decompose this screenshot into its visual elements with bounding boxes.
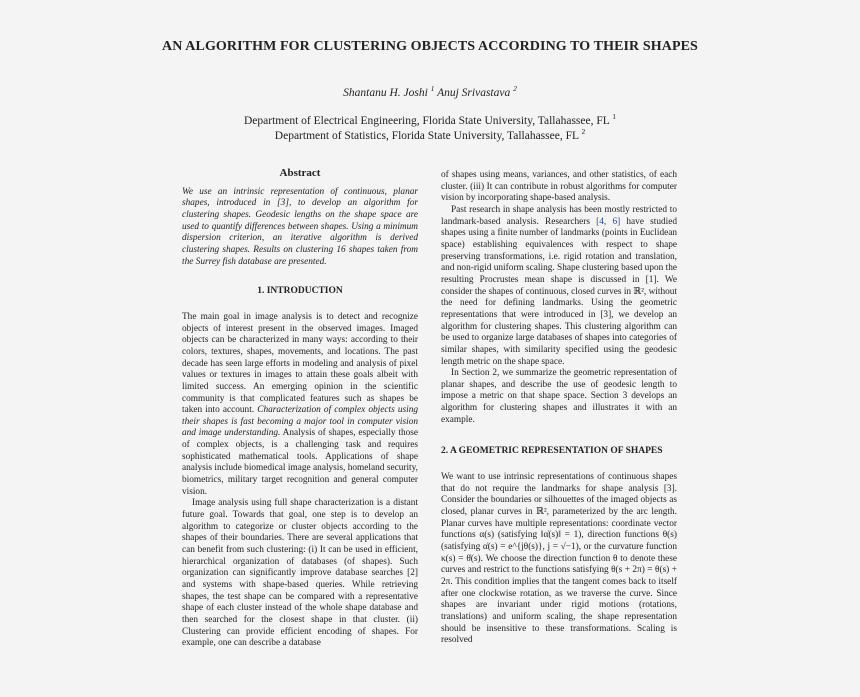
paragraph: The main goal in image analysis is to detect and recognize objects of interest present in the observed images. Imaged objects can be characterized in many ways: according to their colors, textures, shapes, movements, and locations. The past decade has seen large efforts in modeling and analysis of pixel values or textures in images to attain these goals albeit with limited success. An emerging opinion in the scientific community is that complicated features such as shapes be taken into account. Characterization of complex objects using their shapes is fast becoming a major tool in computer vision and image understanding. Analysis of shapes, especially those of complex objects, is a challenging task and requires sophisticated mathematical tools. Applications of shape analysis include biomedical image analysis, homeland security, biometrics, military target recognition and general computer vision. bbox=[182, 311, 419, 497]
left-column bbox=[182, 168, 418, 650]
paragraph: We want to use intrinsic representations of continuous shapes that do not require the landmarks for shape analysis [3]. Consider the boundaries or silhouettes of the imaged objects as closed, planar curves in ℝ², parameterized by the arc length. Planar curves have multiple representations: coordinate vector functions α(s) (satisfying ‖α̇(s)‖ = 1), direction functions θ(s) (satisfying α̇(s) = e^{jθ(s)}, j = √−1), or the curvature function κ(s) = θ̇(s). We choose the direction function θ to denote these curves and restrict to the functions satisfying θ(s + 2π) = θ(s) + 2π. This condition implies that the tangent comes back to itself after one clockwise rotation, as we traverse the curve. Since shapes are invariant under rigid motions (rotations, translations) and uniform scaling, the shape representation should be insensitive to these transformations. Scaling is resolved bbox=[441, 472, 677, 646]
paragraph: of shapes using means, variances, and other statistics, of each cluster. (iii) It can contribute in robust algorithms for computer vision by incorporating shape-based analysis. bbox=[441, 170, 677, 204]
paragraph: Image analysis using full shape characterization is a distant future goal. Towards that goal, one step is to develop an algorithm to categorize or cluster objects according to the shapes of their boundaries. There are several applications that can benefit from such clustering: (i) It can be used in efficient, hierarchical organization of databases (of shapes). Such organization can significantly improve database searches [2] and systems with shape-based queries. While retrieving shapes, the test shape can be compared with a representative shape of each cluster instead of the whole shape database and then searched for the closest shape in that cluster. (ii) Clustering can provide efficient encoding of shapes. For example, one can describe a database bbox=[182, 498, 418, 649]
author-name: Anuj Srivastava bbox=[437, 87, 511, 99]
section-heading: 2. A GEOMETRIC REPRESENTATION OF SHAPES bbox=[441, 446, 663, 457]
author-superscript: 2 bbox=[513, 84, 517, 93]
author-line bbox=[160, 84, 700, 99]
paragraph: Past research in shape analysis has been mostly restricted to landmark-based analysis. Researchers [4, 6] have studied shapes using a finite number of landmarks (points in Euclidean space) establishing equivalences with respect to shape preserving transformations, i.e. rigid rotation and translation, and non-rigid uniform scaling. Shape clustering based upon the resulting Procrustes mean shape is discussed in [1]. We consider the shapes of continuous, closed curves in ℝ², without the need for defining landmarks. Using the geometric representations that were introduced in [3], we develop an algorithm for clustering shapes. This clustering algorithm can be used to organize large databases of shapes into categories of similar shapes, with similarity specified using the geodesic length metric on the shape space. bbox=[441, 204, 677, 367]
affiliations bbox=[160, 114, 700, 144]
paragraph: In Section 2, we summarize the geometric representation of planar shapes, and describe the use of geodesic length to impose a metric on that shape space. Section 3 develops an algorithm for clustering shapes and illustrates it with an example. bbox=[441, 368, 677, 425]
affiliation-line: Department of Electrical Engineering, Florida State University, Tallahassee, FL $^1$ bbox=[243, 112, 616, 127]
right-column bbox=[441, 170, 677, 647]
author-name: Shantanu H. Joshi bbox=[343, 87, 428, 99]
abstract-body: We use an intrinsic representation of continuous, planar shapes, introduced in [3], to develop an algorithm for clustering shapes. Geodesic lengths on the shape space are used to quantify differences between shapes. Using a minimum dispersion criterion, an iterative algorithm is derived clustering shapes. Results on clustering 16 shapes taken from the Surrey fish database are presented. bbox=[182, 186, 418, 267]
citation-link[interactable]: [4, 6] bbox=[596, 216, 621, 227]
paper-title: AN ALGORITHM FOR CLUSTERING OBJECTS ACCORDING TO THEIR SHAPES bbox=[162, 39, 698, 54]
affiliation-line: Department of Statistics, Florida State University, Tallahassee, FL $^2$ bbox=[274, 127, 586, 142]
author-superscript: 1 bbox=[430, 84, 435, 93]
section-heading: 1. INTRODUCTION bbox=[257, 286, 343, 297]
abstract-heading: Abstract bbox=[279, 167, 321, 179]
